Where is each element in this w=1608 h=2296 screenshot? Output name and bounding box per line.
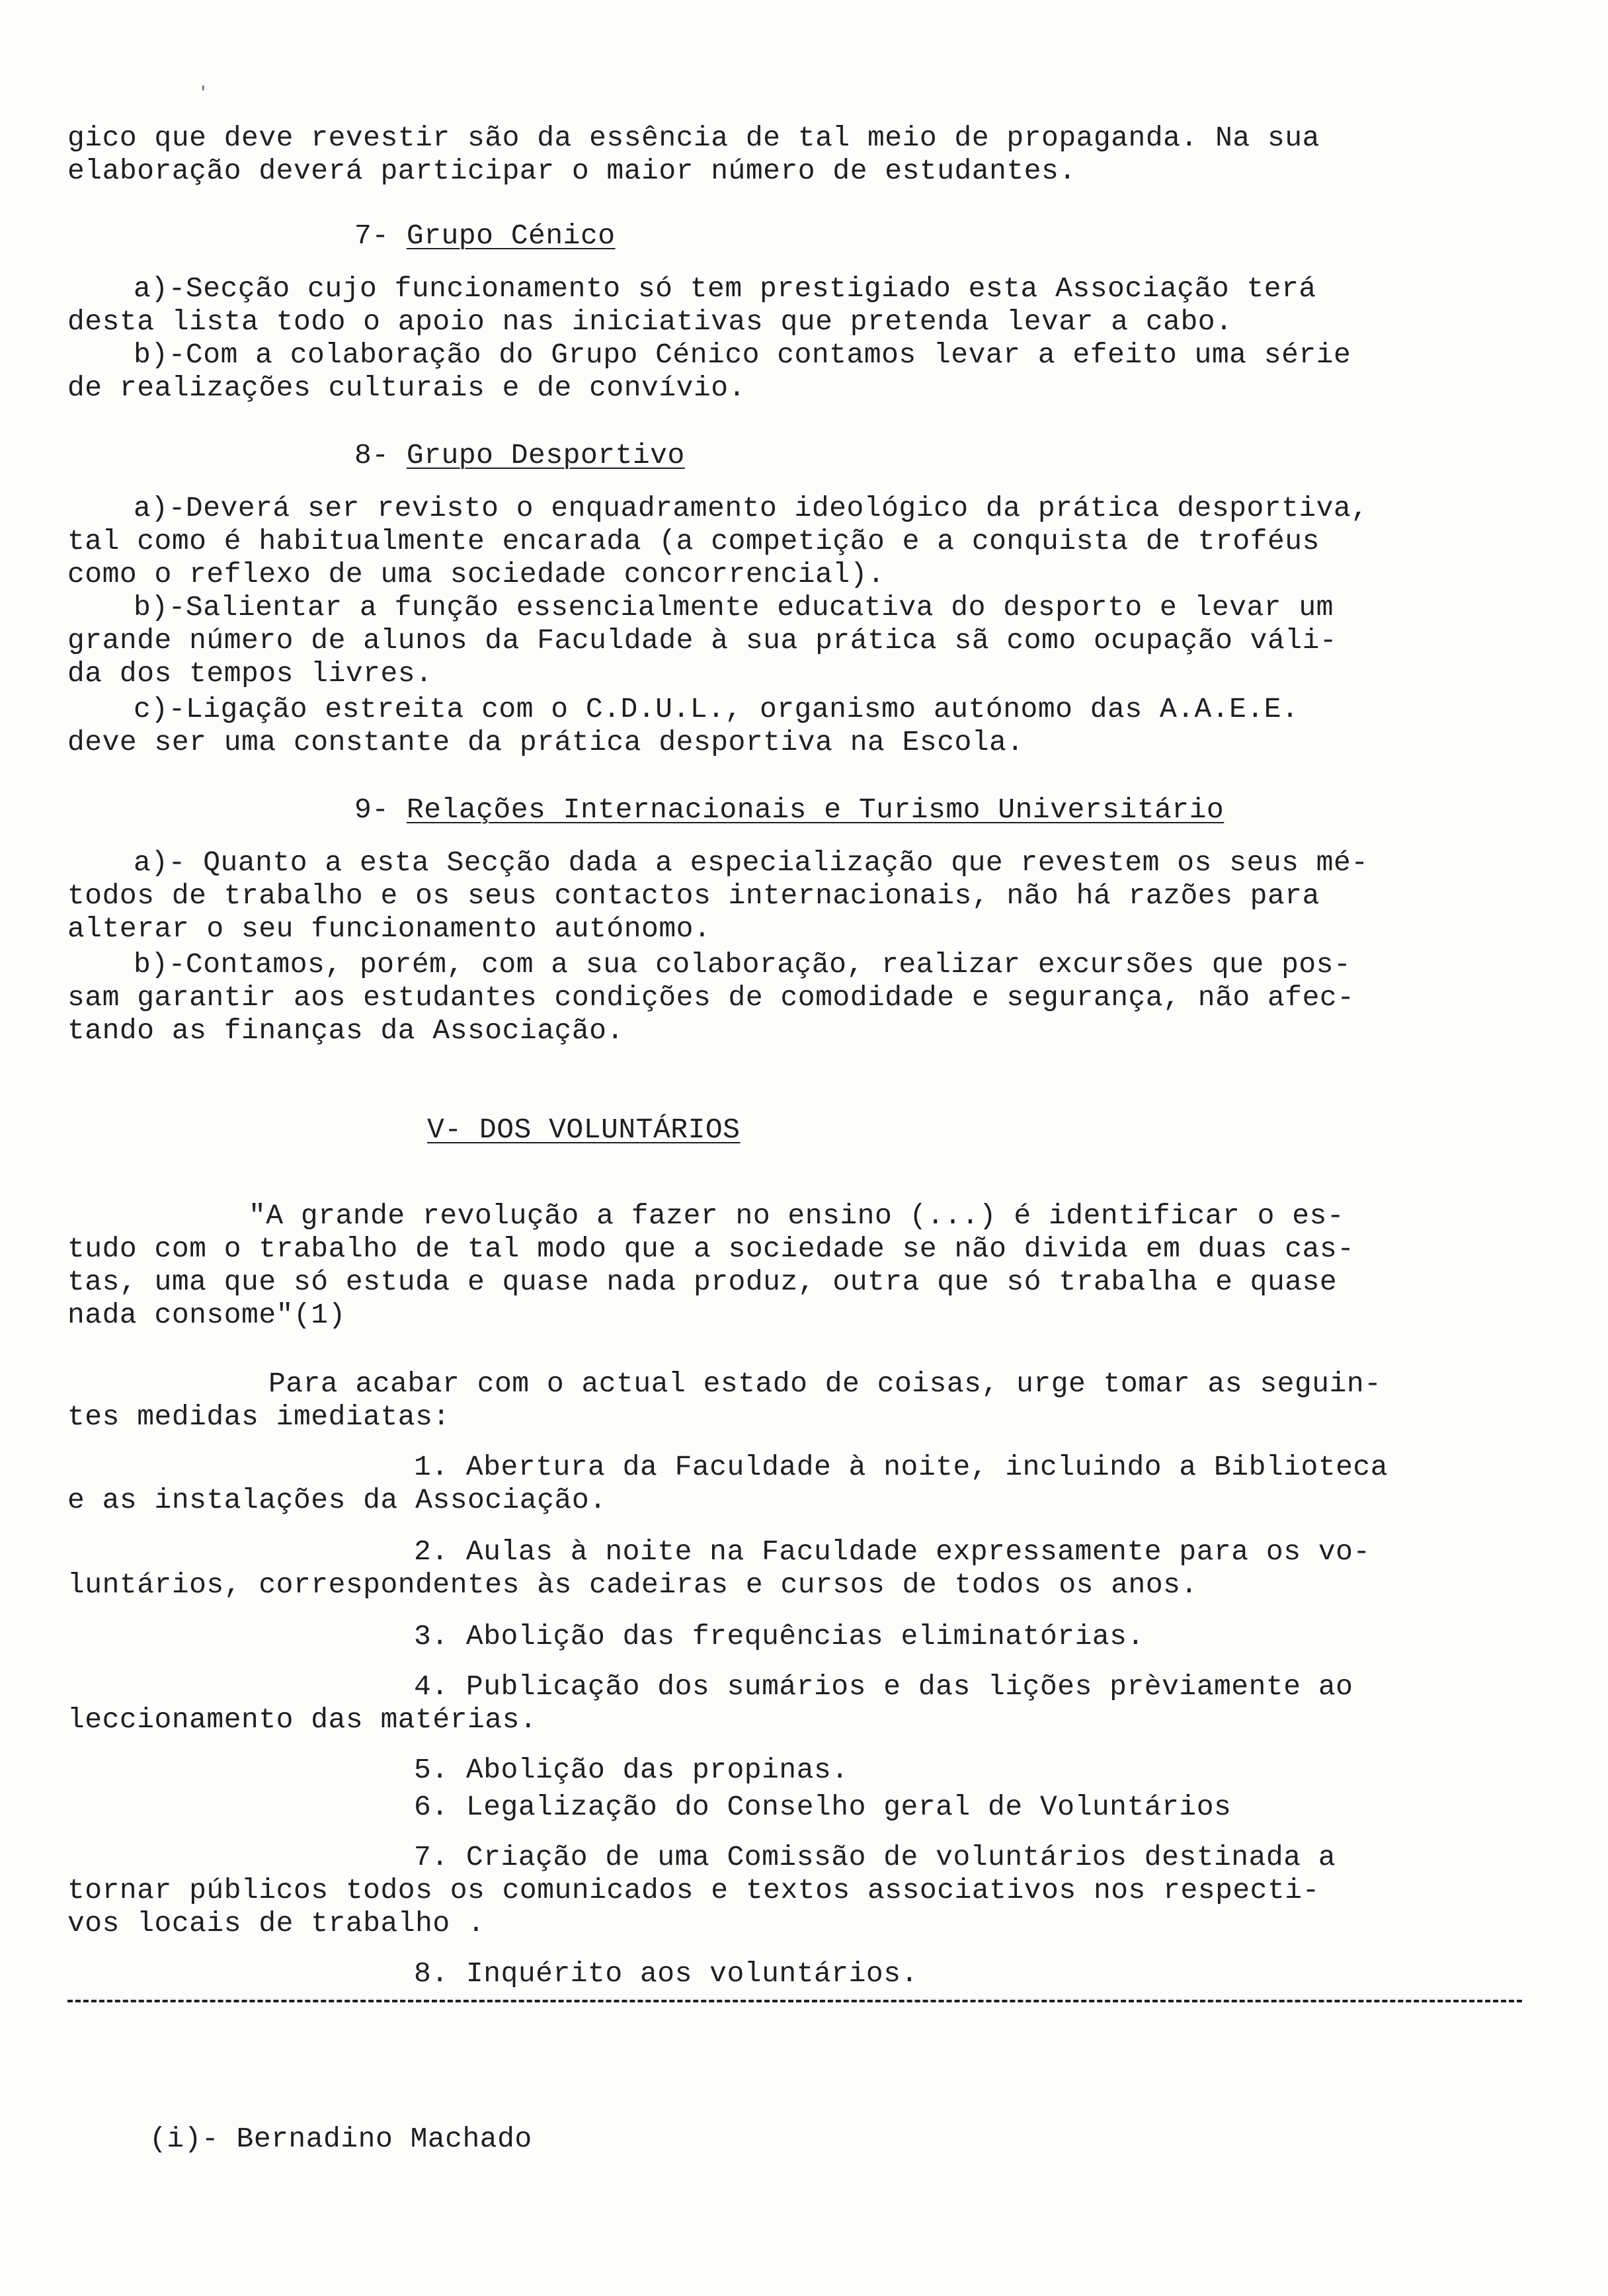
- quote-line: tudo com o trabalho de tal modo que a sociedade se não divida em duas cas-: [67, 1233, 1355, 1265]
- speck: ': [198, 85, 208, 102]
- section-9-line: todos de trabalho e os seus contactos internacionais, não há razões para: [67, 880, 1320, 912]
- measure-4-line: 4. Publicação dos sumários e das lições prèviamente ao: [414, 1670, 1353, 1703]
- section-7-heading: 7- Grupo Cénico: [354, 220, 616, 252]
- section-8-line: deve ser uma constante da prática desportiva na Escola.: [67, 726, 1024, 758]
- measures-intro-line: tes medidas imediatas:: [67, 1401, 450, 1433]
- measure-6-line: 6. Legalização do Conselho geral de Voluntários: [414, 1791, 1232, 1823]
- measure-7-line: tornar públicos todos os comunicados e textos associativos nos respecti-: [67, 1874, 1320, 1906]
- section-9-heading: 9- Relações Internacionais e Turismo Universitário: [354, 794, 1225, 826]
- measure-8-line: 8. Inquérito aos voluntários.: [414, 1957, 918, 1990]
- measure-4-line: leccionamento das matérias.: [67, 1703, 538, 1736]
- chapter-title: V- DOS VOLUNTÁRIOS: [427, 1114, 741, 1146]
- section-9-line: b)-Contamos, porém, com a sua colaboração, realizar excursões que pos-: [134, 948, 1351, 981]
- measure-7-line: vos locais de trabalho .: [67, 1907, 485, 1940]
- section-8-line: da dos tempos livres.: [67, 657, 433, 690]
- quote-line: nada consome"(1): [67, 1299, 346, 1331]
- section-7-line: b)-Com a colaboração do Grupo Cénico contamos levar a efeito uma série: [134, 339, 1351, 371]
- measure-3-line: 3. Abolição das frequências eliminatórias.: [414, 1620, 1145, 1653]
- dashed-separator: [67, 2000, 1522, 2002]
- section-7-title: Grupo Cénico: [406, 220, 616, 252]
- section-8-line: como o reflexo de uma sociedade concorrencial).: [67, 558, 885, 591]
- measure-5-line: 5. Abolição das propinas.: [414, 1754, 849, 1786]
- section-8-line: b)-Salientar a função essencialmente educativa do desporto e levar um: [134, 591, 1334, 624]
- measure-7-line: 7. Criação de uma Comissão de voluntários destinada a: [414, 1841, 1336, 1873]
- measure-1-line: e as instalações da Associação.: [67, 1484, 607, 1516]
- section-8-line: grande número de alunos da Faculdade à sua prática sã como ocupação váli-: [67, 624, 1338, 657]
- section-7-line: a)-Secção cujo funcionamento só tem prestigiado esta Associação terá: [134, 272, 1316, 305]
- section-7-line: desta lista todo o apoio nas iniciativas que pretenda levar a cabo.: [67, 306, 1233, 338]
- measures-intro-line: Para acabar com o actual estado de coisas, urge tomar as seguin-: [268, 1368, 1382, 1400]
- section-8-title: Grupo Desportivo: [406, 439, 685, 472]
- section-9-title: Relações Internacionais e Turismo Universitário: [406, 794, 1225, 826]
- section-9-line: tando as finanças da Associação.: [67, 1014, 624, 1047]
- section-8-line: c)-Ligação estreita com o C.D.U.L., organismo autónomo das A.A.E.E.: [134, 693, 1299, 725]
- quote-line: "A grande revolução a fazer no ensino (...) é identificar o es-: [249, 1200, 1345, 1232]
- section-9-line: a)- Quanto a esta Secção dada a especialização que revestem os seus mé-: [134, 846, 1369, 879]
- measure-1-line: 1. Abertura da Faculdade à noite, incluindo a Biblioteca: [414, 1451, 1388, 1483]
- measure-2-line: luntários, correspondentes às cadeiras e cursos de todos os anos.: [67, 1569, 1198, 1601]
- quote-line: tas, uma que só estuda e quase nada produz, outra que só trabalha e quase: [67, 1266, 1338, 1298]
- measure-2-line: 2. Aulas à noite na Faculdade expressamente para os vo-: [414, 1536, 1371, 1568]
- section-8-line: tal como é habitualmente encarada (a competição e a conquista de troféus: [67, 525, 1320, 557]
- section-8-line: a)-Deverá ser revisto o enquadramento ideológico da prática desportiva,: [134, 492, 1369, 524]
- section-9-line: alterar o seu funcionamento autónomo.: [67, 913, 711, 945]
- section-9-line: sam garantir aos estudantes condições de comodidade e segurança, não afec-: [67, 981, 1355, 1014]
- intro-line-2: elaboração deverá participar o maior número de estudantes.: [67, 155, 1076, 187]
- section-7-line: de realizações culturais e de convívio.: [67, 372, 746, 404]
- section-8-heading: 8- Grupo Desportivo: [354, 439, 685, 472]
- intro-line-1: gico que deve revestir são da essência de tal meio de propaganda. Na sua: [67, 122, 1320, 154]
- footnote: (i)- Bernadino Machado: [149, 2123, 532, 2155]
